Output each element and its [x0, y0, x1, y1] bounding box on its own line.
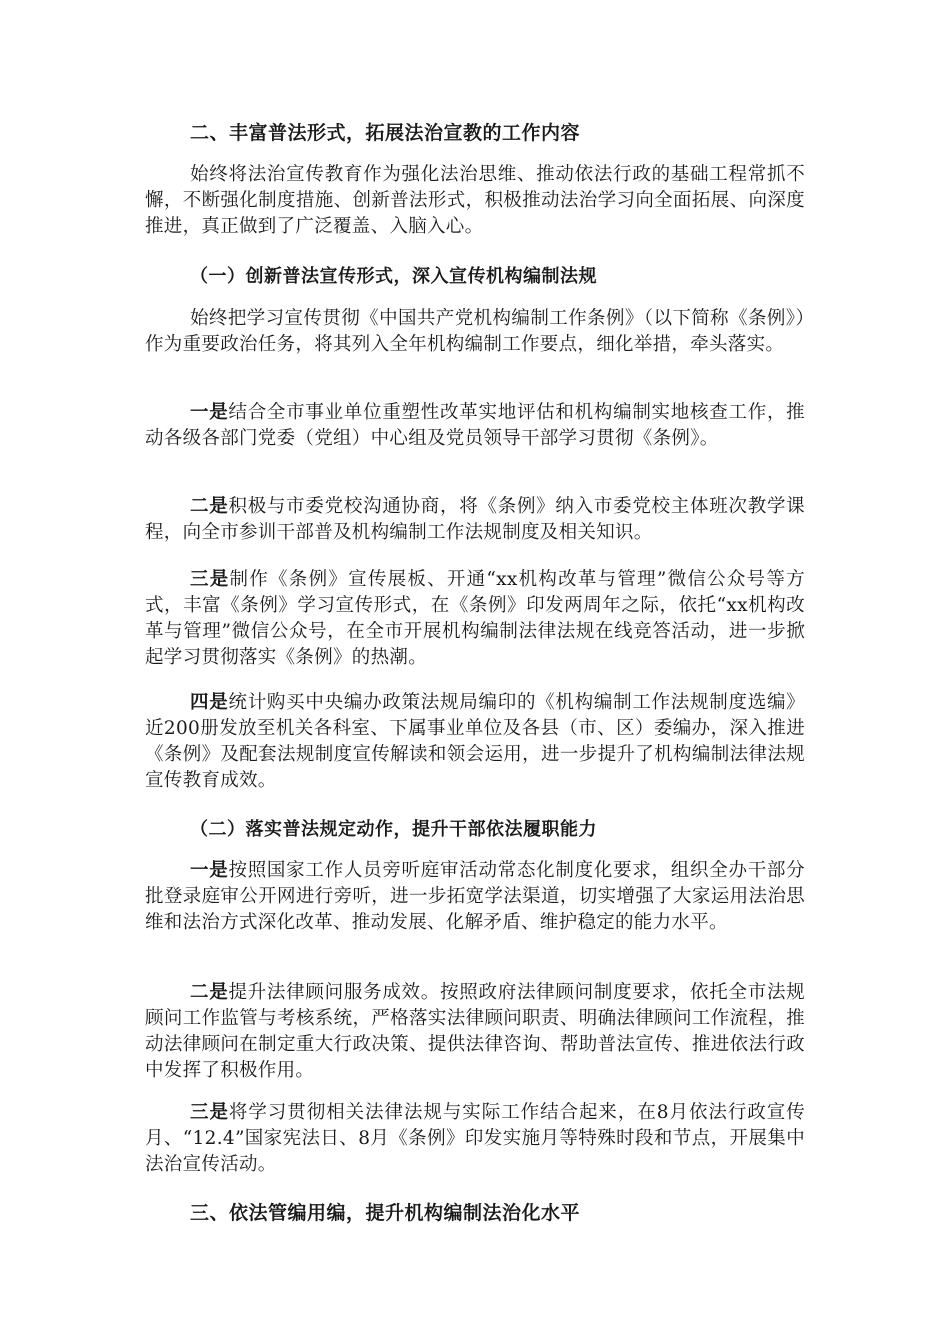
- section2-heading: 二、丰富普法形式，拓展法治宣教的工作内容: [190, 122, 581, 144]
- item-text: 制作《条例》宣传展板、开通“xx机构改革与管理”微信公众号等方式，丰富《条例》学习宣传形式，在《条例》印发两周年之际，依托“xx机构改革与管理”微信公众号，在全市开展机构编制法律法规在线竞答活动，进一步掀起学习贯彻落实《条例》的热潮。: [145, 569, 805, 668]
- item-lead: 二是: [190, 982, 229, 1003]
- subsection1-item-4: [145, 690, 805, 794]
- subsection1-item-2: [145, 494, 805, 546]
- subsection2-heading: （二）落实普法规定动作，提升干部依法履职能力: [190, 819, 597, 840]
- subsection1-heading: （一）创新普法宣传形式，深入宣传机构编制法规: [190, 266, 597, 287]
- item-text: 积极与市委党校沟通协商，将《条例》纳入市委党校主体班次教学课程，向全市参训干部普及机构编制工作法规制度及相关知识。: [145, 496, 805, 543]
- item-lead: 一是: [190, 860, 229, 881]
- item-text: 提升法律顾问服务成效。按照政府法律顾问制度要求，依托全市法规顾问工作监管与考核系统，严格落实法律顾问职责、明确法律顾问工作流程，推动法律顾问在制定重大行政决策、提供法律咨询、帮助普法宣传、推进依法行政中发挥了积极作用。: [145, 982, 805, 1081]
- subsection2-item-2: [145, 980, 805, 1084]
- item-text: 结合全市事业单位重塑性改革实地评估和机构编制实地核查工作，推动各级各部门党委（党组）中心组及党员领导干部学习贯彻《条例》。: [145, 402, 805, 449]
- subsection2-item-3: [145, 1100, 805, 1178]
- subsection1-intro-paragraph: 始终把学习宣传贯彻《中国共产党机构编制工作条例》（以下简称《条例》）作为重要政治任务，将其列入全年机构编制工作要点，细化举措，牵头落实。: [145, 308, 805, 355]
- item-text: 统计购买中央编办政策法规局编印的《机构编制工作法规制度选编》近200册发放至机关各科室、下属事业单位及各县（市、区）委编办，深入推进《条例》及配套法规制度宣传解读和领会运用，进一步提升了机构编制法律法规宣传教育成效。: [145, 692, 805, 791]
- subsection1-item-3: [145, 567, 805, 671]
- item-lead: 三是: [190, 1102, 229, 1123]
- item-lead: 四是: [190, 692, 229, 713]
- section3-heading: 三、依法管编用编，提升机构编制法治化水平: [190, 1202, 581, 1224]
- subsection1-item-1: [145, 400, 805, 452]
- section2-intro-paragraph: 始终将法治宣传教育作为强化法治思维、推动依法行政的基础工程常抓不懈，不断强化制度措施、创新普法形式，积极推动法治学习向全面拓展、向深度推进，真正做到了广泛覆盖、入脑入心。: [145, 164, 805, 237]
- item-text: 按照国家工作人员旁听庭审活动常态化制度化要求，组织全办干部分批登录庭审公开网进行旁听，进一步拓宽学法渠道，切实增强了大家运用法治思维和法治方式深化改革、推动发展、化解矛盾、维护稳定的能力水平。: [145, 860, 805, 933]
- item-lead: 二是: [190, 496, 229, 517]
- item-lead: 一是: [190, 402, 229, 423]
- item-text: 将学习贯彻相关法律法规与实际工作结合起来，在8月依法行政宣传月、“12.4”国家宪法日、8月《条例》印发实施月等特殊时段和节点，开展集中法治宣传活动。: [145, 1102, 805, 1175]
- item-lead: 三是: [190, 569, 230, 590]
- subsection2-item-1: [145, 858, 805, 936]
